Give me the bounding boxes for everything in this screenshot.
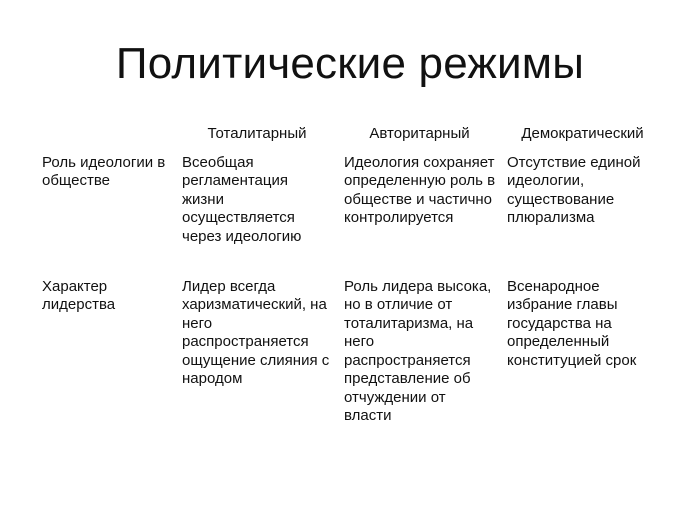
- cell-leadership-democratic: Всенародное избрание главы государства на определенный конституцией срок: [507, 277, 637, 369]
- cell-ideology-authoritarian: Идеология сохраняет определенную роль в обществе и частично контролируется: [344, 153, 496, 226]
- header-cell-empty: [36, 118, 176, 154]
- header-cell-totalitarian: Тоталитарный: [207, 125, 307, 142]
- table-row: [36, 278, 664, 448]
- row-label-leadership: Характер лидерства: [42, 277, 116, 313]
- cell-leadership-authoritarian: Роль лидера высока, но в отличие от тоталитаризма, на него распространяется представление об отчуждении от власти: [344, 277, 492, 424]
- table-header-row: [36, 118, 664, 154]
- regimes-table: [36, 118, 664, 448]
- cell-ideology-totalitarian: Всеобщая регламентация жизни осуществляется через идеологию: [182, 153, 302, 245]
- header-cell-democratic: Демократический: [521, 125, 644, 142]
- cell-leadership-totalitarian: Лидер всегда харизматический, на него распространяется ощущение слияния с народом: [182, 277, 330, 387]
- header-cell-authoritarian: Авторитарный: [369, 125, 470, 142]
- page-title: Политические режимы: [115, 39, 585, 88]
- row-label-ideology: Роль идеологии в обществе: [42, 153, 166, 189]
- table-row: [36, 154, 664, 278]
- cell-ideology-democratic: Отсутствие единой идеологии, существование плюрализма: [507, 153, 641, 226]
